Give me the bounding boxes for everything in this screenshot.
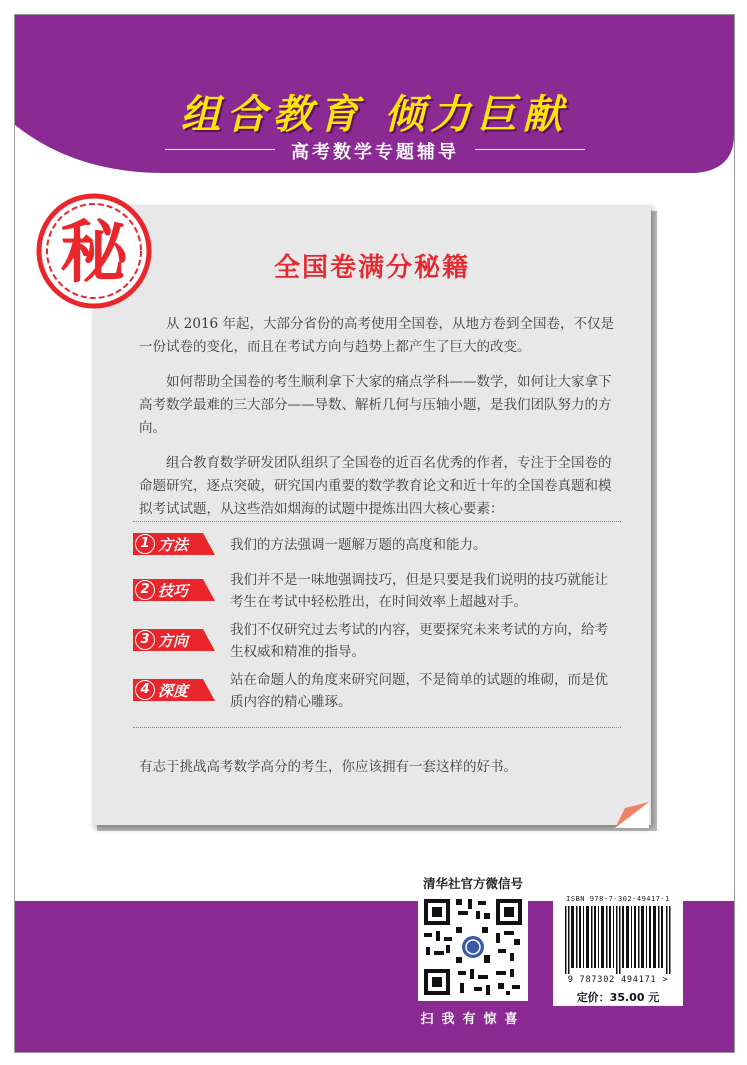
feature-number-2: 2 <box>135 580 155 600</box>
feature-name-2: 技巧 <box>158 582 189 600</box>
subtitle-row <box>165 138 585 162</box>
qr-code-icon <box>418 893 528 1001</box>
isbn-text: ISBN 978-7-302-49417-1 <box>566 895 670 903</box>
feature-name-1: 方法 <box>158 536 189 554</box>
wechat-label: 清华社官方微信号 <box>422 876 523 891</box>
seal-char: 秘 <box>59 213 129 293</box>
barcode-digits: 9 787302 494171 > <box>567 975 669 985</box>
feature-name-4: 深度 <box>158 682 189 700</box>
dotted-divider-top <box>133 521 621 522</box>
subtitle-divider-left <box>165 149 275 150</box>
page-curl-corner <box>615 802 649 828</box>
feature-number-3: 3 <box>135 630 155 650</box>
feature-number-1: 1 <box>135 534 155 554</box>
isbn-barcode-block <box>553 892 683 1006</box>
feature-text-1: 我们的方法强调一题解万题的高度和能力。 <box>230 537 487 553</box>
panel-title: 全国卷满分秘籍 <box>273 253 470 283</box>
barcode-icon <box>565 906 671 974</box>
price-label: 定价：35.00 元 <box>576 991 660 1004</box>
wechat-qr-code <box>418 893 528 1001</box>
closing-sentence: 有志于挑战高考数学高分的考生，你应该拥有一套这样的好书。 <box>139 759 517 775</box>
dotted-divider-bottom <box>133 727 621 728</box>
feature-text-3: 我们不仅研究过去考试的内容，更要探究未来考试的方向，给考生权威和精准的指导。 <box>230 622 608 660</box>
feature-label-3 <box>133 629 215 651</box>
intro-paragraph-1: 从 2016 年起，大部分省份的高考使用全国卷，从地方卷到全国卷，不仅是一份试卷的变化，而且在考试方向与趋势上都产生了巨大的改变。 <box>139 316 614 355</box>
slogan: 组合教育 倾力巨献 <box>180 91 569 138</box>
qr-caption: 扫我有惊喜 <box>420 1012 526 1027</box>
feature-text-4: 站在命题人的角度来研究问题，不是简单的试题的堆砌，而是优质内容的精心雕琢。 <box>230 672 608 710</box>
intro-paragraph-2: 如何帮助全国卷的考生顺利拿下大家的痛点学科——数学，如何让大家拿下高考数学最难的三大部分——导数、解析几何与压轴小题，是我们团队努力的方向。 <box>139 374 612 436</box>
feature-text-2: 我们并不是一味地强调技巧，但是只要是我们说明的技巧就能让考生在考试中轻松胜出，在时间效率上超越对手。 <box>230 572 608 610</box>
subtitle: 高考数学专题辅导 <box>291 142 459 163</box>
feature-label-2 <box>133 579 215 601</box>
book-back-cover <box>14 14 735 1053</box>
feature-name-3: 方向 <box>158 632 189 650</box>
feature-number-4: 4 <box>135 680 155 700</box>
feature-label-1 <box>133 533 215 555</box>
subtitle-divider-right <box>475 149 585 150</box>
intro-paragraph-3: 组合教育数学研发团队组织了全国卷的近百名优秀的作者，专注于全国卷的命题研究，逐点突破，研究国内重要的数学教育论文和近十年的全国卷真题和模拟考试试题，从这些浩如烟海的试题中提炼出四大核心要素： <box>139 455 612 517</box>
feature-label-4 <box>133 679 215 701</box>
